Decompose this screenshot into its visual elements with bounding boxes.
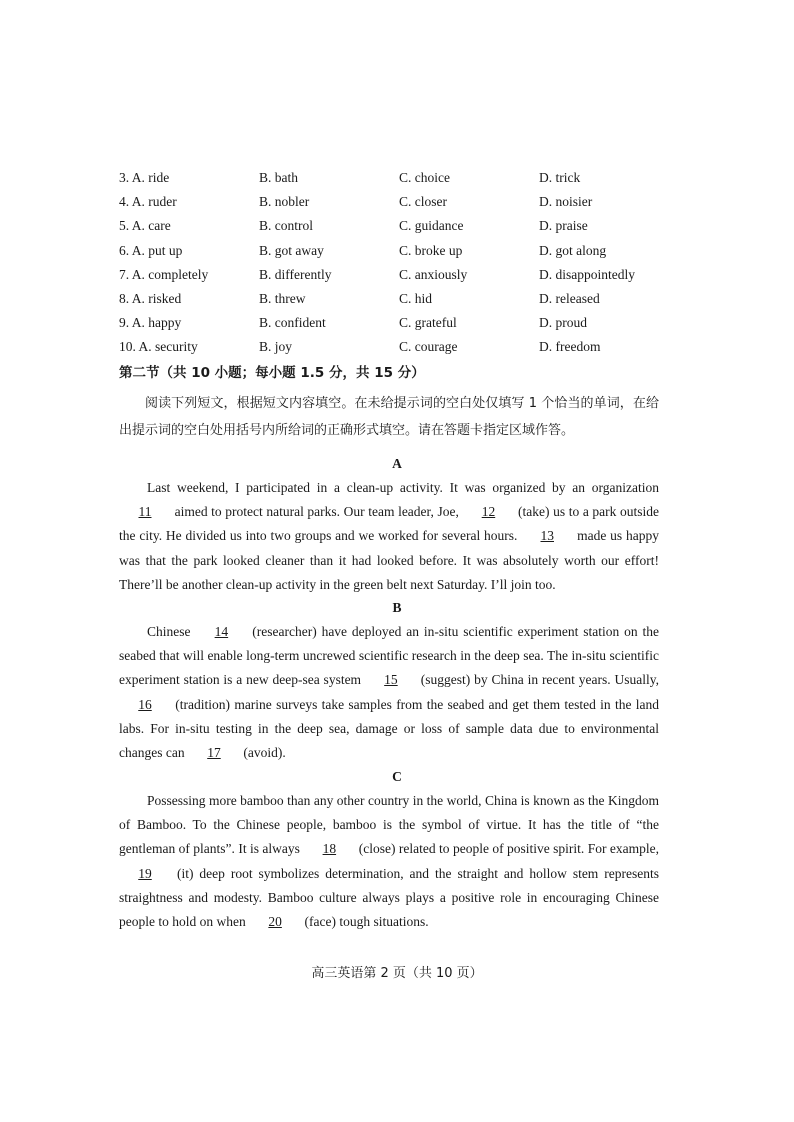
option-a: 5. A. care (119, 218, 171, 234)
page-footer: 高三英语第 2 页（共 10 页） (311, 966, 483, 981)
option-b: B. nobler (259, 194, 310, 210)
blank-14: 14 (214, 624, 229, 639)
option-c: C. guidance (399, 218, 464, 234)
option-c: C. closer (399, 194, 447, 210)
section-instructions: 阅读下列短文，根据短文内容填空。在未给提示词的空白处仅填写 1 个恰当的单词，在给出提示词的空白处用括号内所给词的正确形式填空。请在答题卡指定区域作答。 (119, 396, 659, 438)
passage-b (119, 620, 659, 765)
passage-text: (it) deep root symbolizes determination, and the straight and hollow stem represents straightness and modesty. Bamboo culture always plays a positive role in encouraging Chinese people to hold on when (119, 865, 659, 930)
option-b: B. got away (259, 242, 324, 258)
blank-11: 11 (138, 504, 152, 520)
option-a: 4. A. ruder (119, 194, 177, 210)
option-b: B. threw (259, 291, 306, 307)
blank-12: 12 (481, 504, 496, 520)
option-c: C. grateful (399, 315, 457, 331)
passage-text: (face) tough situations. (301, 914, 429, 930)
option-d: D. disappointedly (539, 266, 635, 282)
passage-text: aimed to protect natural parks. Our team leader, Joe, (171, 504, 463, 520)
option-a: 7. A. completely (119, 266, 209, 282)
option-d: D. proud (539, 315, 587, 331)
passage-text: Last weekend, I participated in a clean-up activity. It was organized by an organization (147, 480, 659, 495)
passage-text: (suggest) by China in recent years. Usually, (416, 672, 659, 688)
option-row (119, 214, 679, 238)
blank-17: 17 (207, 745, 221, 761)
passage-text: (researcher) have deployed an in-situ scientific experiment station on the seabed that will enable long-term uncrewed scientific research in the deep sea. The in-situ scientific experiment station is a new deep-sea system (119, 624, 659, 688)
option-b: B. differently (259, 266, 332, 282)
passage-text: Possessing more bamboo than any other country in the world, China is known as the Kingdom of Bamboo. To the Chinese people, bamboo is the symbol of virtue. It has the title of “the gentleman of plants”. It is always (119, 793, 659, 857)
option-c: C. choice (399, 170, 450, 186)
option-a: 9. A. happy (119, 315, 182, 331)
blank-18: 18 (322, 841, 337, 857)
section-title: 第二节（共 10 小题；每小题 1.5 分，共 15 分） (119, 365, 425, 381)
option-row (119, 335, 679, 359)
passage-text: made us happy was that the park looked cleaner than it had looked before. It was absolutely worth our effort! There’ll be another clean-up activity in the green belt next Saturday. I’ll join too. (119, 528, 659, 592)
passage-text: (close) related to people of positive spirit. For example, (355, 841, 659, 857)
passage-a-heading: A (392, 456, 402, 471)
option-b: B. control (259, 218, 313, 234)
passage-b-heading: B (392, 600, 402, 615)
passage-c-heading: C (392, 769, 402, 784)
option-row (119, 166, 679, 190)
option-b: B. joy (259, 339, 293, 355)
blank-13: 13 (540, 528, 554, 544)
option-c: C. anxiously (399, 266, 468, 282)
option-a: 8. A. risked (119, 291, 182, 307)
option-d: D. got along (539, 242, 607, 258)
blank-15: 15 (384, 672, 398, 688)
option-row (119, 263, 679, 287)
blank-19: 19 (138, 865, 152, 881)
passage-text: (take) us to a park outside the city. He divided us into two groups and we worked for several hours. (119, 504, 659, 544)
option-d: D. released (539, 291, 600, 307)
option-row (119, 190, 679, 214)
option-a: 10. A. security (119, 339, 198, 355)
option-d: D. freedom (539, 339, 601, 355)
option-row (119, 311, 679, 335)
option-b: B. bath (259, 170, 298, 186)
option-row (119, 287, 679, 311)
answer-options (119, 166, 679, 360)
passage-a (119, 476, 659, 597)
option-c: C. courage (399, 339, 458, 355)
passage-text: Chinese (147, 624, 196, 639)
option-d: D. noisier (539, 194, 593, 210)
blank-20: 20 (268, 914, 282, 930)
passage-c (119, 789, 659, 934)
option-c: C. broke up (399, 242, 463, 258)
option-a: 3. A. ride (119, 170, 170, 186)
option-b: B. confident (259, 315, 326, 331)
option-d: D. praise (539, 218, 588, 234)
option-row (119, 239, 679, 263)
option-d: D. trick (539, 170, 581, 186)
passage-text: (tradition) marine surveys take samples from the seabed and get them tested in the land labs. For in-situ testing in the deep sea, damage or loss of sample data due to environmental changes can (119, 696, 659, 761)
blank-16: 16 (138, 696, 152, 712)
passage-text: (avoid). (239, 745, 286, 761)
option-c: C. hid (399, 291, 433, 307)
option-a: 6. A. put up (119, 242, 183, 258)
